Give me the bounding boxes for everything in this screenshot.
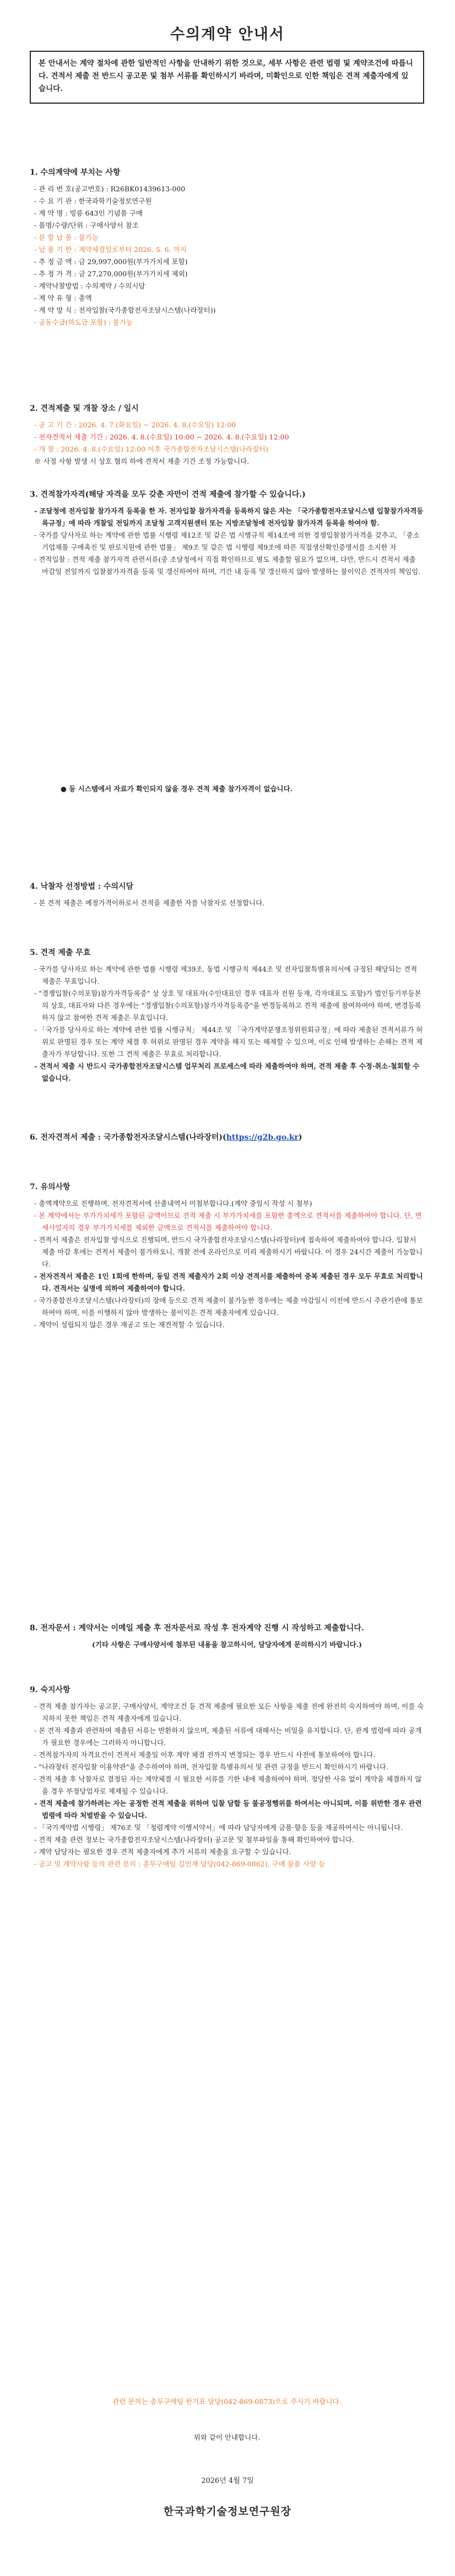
- list-item: - 국가를 당사자로 하는 계약에 관한 법률 시행령 제12조 및 같은 법 시행규칙 제14조에 의한 경쟁입찰참가자격을 갖추고, 「중소기업제품 구매촉진 및 판로지원에 관한 법률」 제9조 및 같은 법 시행령 제9조에 따른 직접생산확인증명서를 소지한 자: [34, 531, 420, 551]
- notice-box: 본 안내서는 계약 절차에 관한 일반적인 사항을 안내하기 위한 것으로, 세부 사항은 관련 법령 및 계약조건에 따릅니다. 견적서 제출 전 반드시 공고문 및 첨부 서류를 확인하시기 바라며, 미확인으로 인한 책임은 견적 제출자에게 있습니다.: [30, 51, 424, 104]
- list-item: - 「국가계약법 시행령」 제76조 및 「청렴계약 이행서약서」에 따라 담당자에게 금품·향응 등을 제공하여서는 아니됩니다.: [34, 1823, 403, 1832]
- section-heading: 4. 낙찰자 선정방법 : 수의시담: [30, 882, 134, 891]
- contact-line: [30, 2396, 424, 2408]
- list-item: - 국가를 당사자로 하는 계약에 관한 법률 시행령 제39조, 동법 시행규칙 제44조 및 전자입찰특별유의서에 규정된 해당되는 견적 제출은 무효입니다.: [34, 965, 418, 985]
- section-note: (기타 사항은 구매사양서에 첨부된 내용을 참고하시어, 담당자에게 문의하시기 바랍니다.): [91, 1640, 362, 1649]
- list-item: - 추 정 금 액 : 금 29,997,000원(부가가치세 포함): [34, 257, 188, 266]
- list-item: - 견적서 제출 시 반드시 국가종합전자조달시스템 업무처리 프로세스에 따라 제출하여야 하며, 견적 제출 후 수정·취소·철회할 수 없습니다.: [34, 1062, 420, 1082]
- list-item: - 관 리 번 호(공고번호) : R26BK01439613-000: [34, 185, 186, 193]
- list-item: - 본 견적 제출은 예정가격이하로서 견적을 제출한 자를 낙찰자로 선정합니다.: [34, 899, 265, 907]
- list-item: - 공고 및 계약사항 등의 관련 문의 : 총무구매팀 김민재 담당(042-869-0862), 구매 물품 사양 등: [34, 1860, 326, 1868]
- section-3: [30, 487, 424, 578]
- list-item: - 견적참가자의 자격요건이 견적서 제출일 이후 계약 체결 전까지 변경되는 경우 반드시 사전에 통보하여야 합니다.: [34, 1751, 376, 1759]
- section-5: [30, 946, 424, 1085]
- list-item: - 본 견적 제출과 관련하여 제출된 서류는 반환하지 않으며, 제출된 서류에 대해서는 비밀을 유지합니다. 단, 관계 법령에 따라 공개가 필요한 경우에는 그러하지 아니합니다.: [34, 1726, 422, 1747]
- list-item: - 견적 제출에 참가하려는 자는 공정한 견적 제출을 위하여 입찰 담합 등 불공정행위를 하여서는 아니되며, 이를 위반한 경우 관련 법령에 따라 처벌받을 수 있습니다.: [34, 1799, 422, 1820]
- list-item: - 공동수급(하도급 포함) : 불가능: [34, 318, 133, 326]
- list-item: - 개 찰 : 2026. 4. 8.(수요일) 12:00 이후 국가종합전자조달시스템(나라장터): [34, 445, 269, 453]
- list-item: - 공 고 기 간 : 2026. 4. 7.(화요일) ~ 2026. 4. 8.(수요일) 12:00: [34, 421, 236, 429]
- list-item: - 견적 제출 후 낙찰자로 결정된 자는 계약체결 시 필요한 서류를 기한 내에 제출하여야 하며, 정당한 사유 없이 계약을 체결하지 않을 경우 부정당업자로 제재될 수 있습니다.: [34, 1775, 422, 1795]
- list-item: - 계약 담당자는 필요한 경우 견적 제출자에게 추가 서류의 제출을 요구할 수 있습니다.: [34, 1848, 291, 1856]
- section-heading: [30, 1130, 424, 1145]
- section-2: [30, 401, 424, 468]
- list-item: - 본 계약에서는 부가가치세가 포함된 금액이므로 견적 제출 시 부가가치세를 포함한 총액으로 견적서를 제출하여야 합니다. 단, 면세사업자의 경우 부가가치세를 제외한 금액으로 견적서를 제출하여야 합니다.: [34, 1211, 422, 1232]
- list-item: - 「국가를 당사자로 하는 계약에 관한 법률 시행규칙」 제44조 및 「국가계약분쟁조정위원회규정」에 따라 제출된 견적서류가 허위로 판명된 경우 또는 계약 체결 후 허위로 판명된 경우 계약을 해지 또는 해제할 수 있으며, 이로 인해 발생하는 손해는 견적 제출자가 부담합니다. 또한 그 견적 제출은 무효로 처리합니다.: [34, 1026, 423, 1058]
- document-date: 2026년 4월 7일: [201, 2477, 254, 2485]
- section-1: [30, 165, 424, 329]
- heading-text: 6. 전자견적서 제출 : 국가종합전자조달시스템(나라장터)(: [30, 1133, 226, 1142]
- list-item: - 총액계약으로 진행하며, 전자견적서에 산출내역서 미첨부합니다.(계약 중일시 작성 시 첨부): [34, 1199, 312, 1208]
- list-item: - 조달청에 전자입찰 참가자격 등록을 한 자. 전자입찰 참가자격을 등록하지 않은 자는 「국가종합전자조달시스템 입찰참가자격등록규정」에 따라 개찰일 전일까지 조달청 고객지원센터 또는 지방조달청에 전자입찰 참가자격 등록을 하여야 함.: [34, 507, 424, 527]
- section-heading: 9. 숙지사항: [30, 1686, 71, 1694]
- list-item: - 국가종합전자조달시스템(나라장터)의 장애 등으로 견적 제출이 불가능한 경우에는 제출 마감일시 이전에 반드시 주관기관에 통보하여야 하며, 이를 이행하지 않아 발생하는 불이익은 견적 제출자에게 있습니다.: [34, 1296, 423, 1317]
- closing-text: 위와 같이 안내합니다.: [193, 2433, 261, 2441]
- section-heading: 2. 견적제출 및 개찰 장소 / 일시: [30, 404, 139, 413]
- section-heading: 5. 견적 제출 무효: [30, 948, 91, 957]
- document-title: 수의계약 안내서: [170, 26, 285, 43]
- list-item: - 계 약 유 형 : 총액: [34, 294, 92, 302]
- list-item: - 견적입찰 : 견적 제출 참가자격 관련서류(중 조달청에서 직접 확인하므로 별도 제출할 필요가 없으며, 다만, 반드시 견적서 제출 마감일 전일까지 입찰참가자격을 등록 및 갱신하여야 하며, 기간 내 등록 및 갱신하지 않아 발생하는 불이익은 견적자의 책임임.: [34, 555, 421, 576]
- list-item: - 계 약 방 식 : 전자입찰(국가종합전자조달시스템(나라장터)): [34, 306, 216, 314]
- list-item: - 견적 제출 참가자는 공고문, 구매사양서, 계약조건 등 견적 제출에 필요한 모든 사항을 제출 전에 완전히 숙지하여야 하며, 이를 숙지하지 못한 책임은 견적 제출자에게 있습니다.: [34, 1702, 424, 1722]
- section-7: [30, 1180, 424, 1331]
- list-item: - 전자견적서 제출 기간 : 2026. 4. 8.(수요일) 10:00 ~ 2026. 4. 8.(수요일) 12:00: [34, 433, 289, 441]
- section-9: [30, 1683, 424, 1870]
- list-item: - 견적 제출 관련 정보는 국가종합전자조달시스템(나라장터) 공고문 및 첨부파일을 통해 확인하여야 합니다.: [34, 1836, 354, 1844]
- list-item: - 품명/수량/단위 : 구매사양서 참조: [34, 221, 139, 229]
- section-3-note: [61, 783, 424, 795]
- heading-text-end: ): [298, 1133, 302, 1142]
- note: ● 등 시스템에서 자료가 확인되지 않을 경우 견적 제출 참가자격이 없습니다.: [61, 785, 293, 793]
- issuing-organization: 한국과학기술정보연구원장: [163, 2505, 292, 2518]
- list-item: - 분 할 납 품 : 불가능: [34, 233, 99, 242]
- list-item: - 계약이 성립되지 않은 경우 재공고 또는 재견적할 수 있습니다.: [34, 1321, 225, 1329]
- list-item: - 계약낙찰방법 : 수의계약 / 수의시담: [34, 282, 145, 290]
- g2b-link[interactable]: https://g2b.go.kr: [226, 1133, 299, 1142]
- closing-line: [30, 2432, 424, 2444]
- contact-text: 관련 문의는 총무구매팀 한기표 담당(042-869-0873)으로 주시기 바랍니다.: [112, 2397, 342, 2406]
- section-heading: 8. 전자문서 : 계약서는 이메일 제출 후 전자문서로 작성 후 전자계약 진행 시 작성하고 제출합니다.: [30, 1624, 364, 1633]
- section-heading: 1. 수의계약에 부치는 사항: [30, 168, 121, 177]
- list-item: ※ 사정 사항 발생 시 상호 협의 하에 견적서 제출 기간 조정 가능합니다.: [34, 457, 250, 465]
- list-item: - 수 요 기 관 : 한국과학기술정보연구원: [34, 197, 152, 205]
- list-item: - 전자견적서 제출은 1인 1회에 한하며, 동일 견적 제출자가 2회 이상 견적서를 제출하여 중복 제출된 경우 모두 무효로 처리합니다. 견적서는 실명에 의하여 제출하여야 합니다.: [34, 1272, 423, 1292]
- section-heading: 3. 견적참가자격(해당 자격을 모두 갖춘 자만이 견적 제출에 참가할 수 있습니다.): [30, 490, 306, 499]
- section-8: [30, 1621, 424, 1651]
- list-item: - "나라장터 전자입찰 이용약관"을 준수하여야 하며, 전자입찰 특별유의서 및 관련 규정을 반드시 확인하시기 바랍니다.: [34, 1763, 388, 1771]
- list-item: - 견적서 제출은 전자입찰 방식으로 진행되며, 반드시 국가종합전자조달시스템(나라장터)에 접속하여 제출하여야 합니다. 입찰서 제출 마감 후에는 견적서 제출이 불가하오니, 개찰 전에 온라인으로 미리 제출하시기 바랍니다. 이 경우 24시간 제출이 가능합니다.: [34, 1236, 423, 1268]
- list-item: - "경쟁입찰(수의포함)참가자격등록증" 상 상호 및 대표자(수인대표인 경우 대표자 전원 등재, 각자대표도 포함)가 법인등기부등본의 상호, 대표자와 다른 경우에는 "경쟁입찰(수의포함)참가자격등록증"을 변경등록하고 견적 제출에 참여하여야 하며, 변경등록하지 않고 참여한 견적 제출은 무효입니다.: [34, 989, 421, 1022]
- section-4: [30, 879, 424, 909]
- list-item: - 추 정 가 격 : 금 27,270,000원(부가가치세 제외): [34, 270, 188, 278]
- section-6: [30, 1130, 424, 1148]
- section-heading: 7. 유의사항: [30, 1183, 71, 1192]
- list-item: - 납 품 기 한 : 계약체결일로부터 2026. 5. 6. 까지: [34, 245, 187, 254]
- list-item: - 계 약 명 : 빙릉 643인 기념품 구매: [34, 209, 143, 217]
